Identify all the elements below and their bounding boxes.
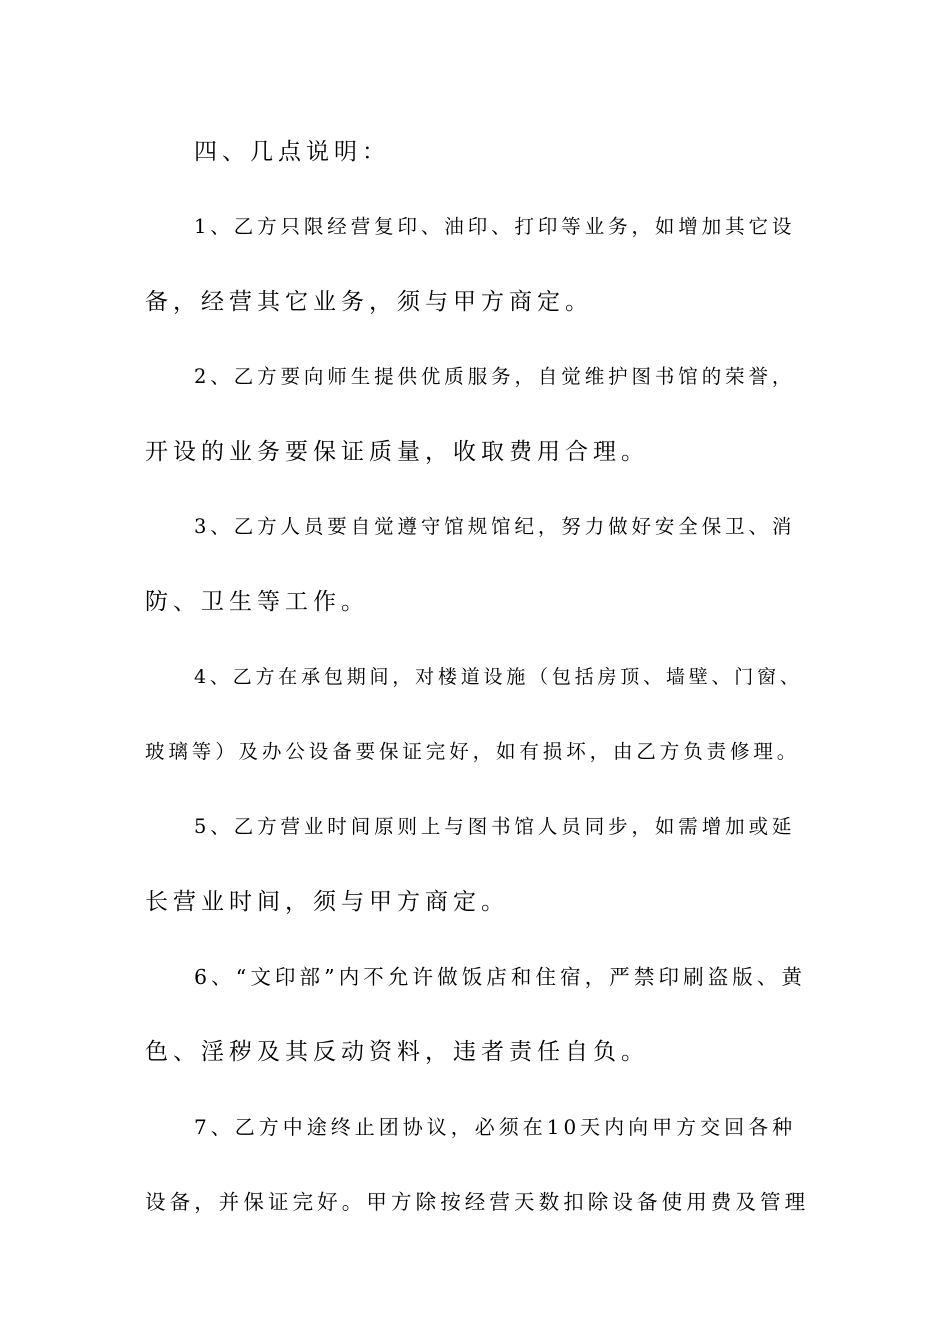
paragraph-line: 备，经营其它业务，须与甲方商定。 (145, 289, 593, 315)
paragraph-line: 5、乙方营业时间原则上与图书馆人员同步，如需增加或延 (194, 815, 796, 838)
paragraph-line: 设备，并保证完好。甲方除按经营天数扣除设备使用费及管理 (145, 1190, 810, 1214)
paragraph-line: 色、淫秽及其反动资料，违者责任自负。 (145, 1039, 649, 1065)
paragraph-line: 长营业时间，须与甲方商定。 (145, 889, 509, 915)
paragraph-line: 3、乙方人员要自觉遵守馆规馆纪，努力做好安全保卫、消 (194, 515, 796, 538)
paragraph-line: 开设的业务要保证质量，收取费用合理。 (145, 439, 649, 465)
paragraph-line: 6、“文印部”内不允许做饭店和住宿，严禁印刷盗版、黄 (194, 965, 807, 989)
paragraph-line: 7、乙方中途终止团协议，必须在10天内向甲方交回各种 (194, 1115, 797, 1139)
paragraph-line: 防、卫生等工作。 (145, 589, 369, 615)
paragraph-line: 玻璃等）及办公设备要保证完好，如有损坏，由乙方负责修理。 (145, 740, 801, 763)
paragraph-line: 2、乙方要向师生提供优质服务，自觉维护图书馆的荣誉， (194, 365, 796, 388)
paragraph-line: 4、乙方在承包期间，对楼道设施（包括房顶、墙壁、门窗、 (194, 666, 803, 688)
paragraph-line: 1、乙方只限经营复印、油印、打印等业务，如增加其它设 (194, 215, 796, 238)
section-heading: 四、几点说明： (194, 139, 390, 165)
